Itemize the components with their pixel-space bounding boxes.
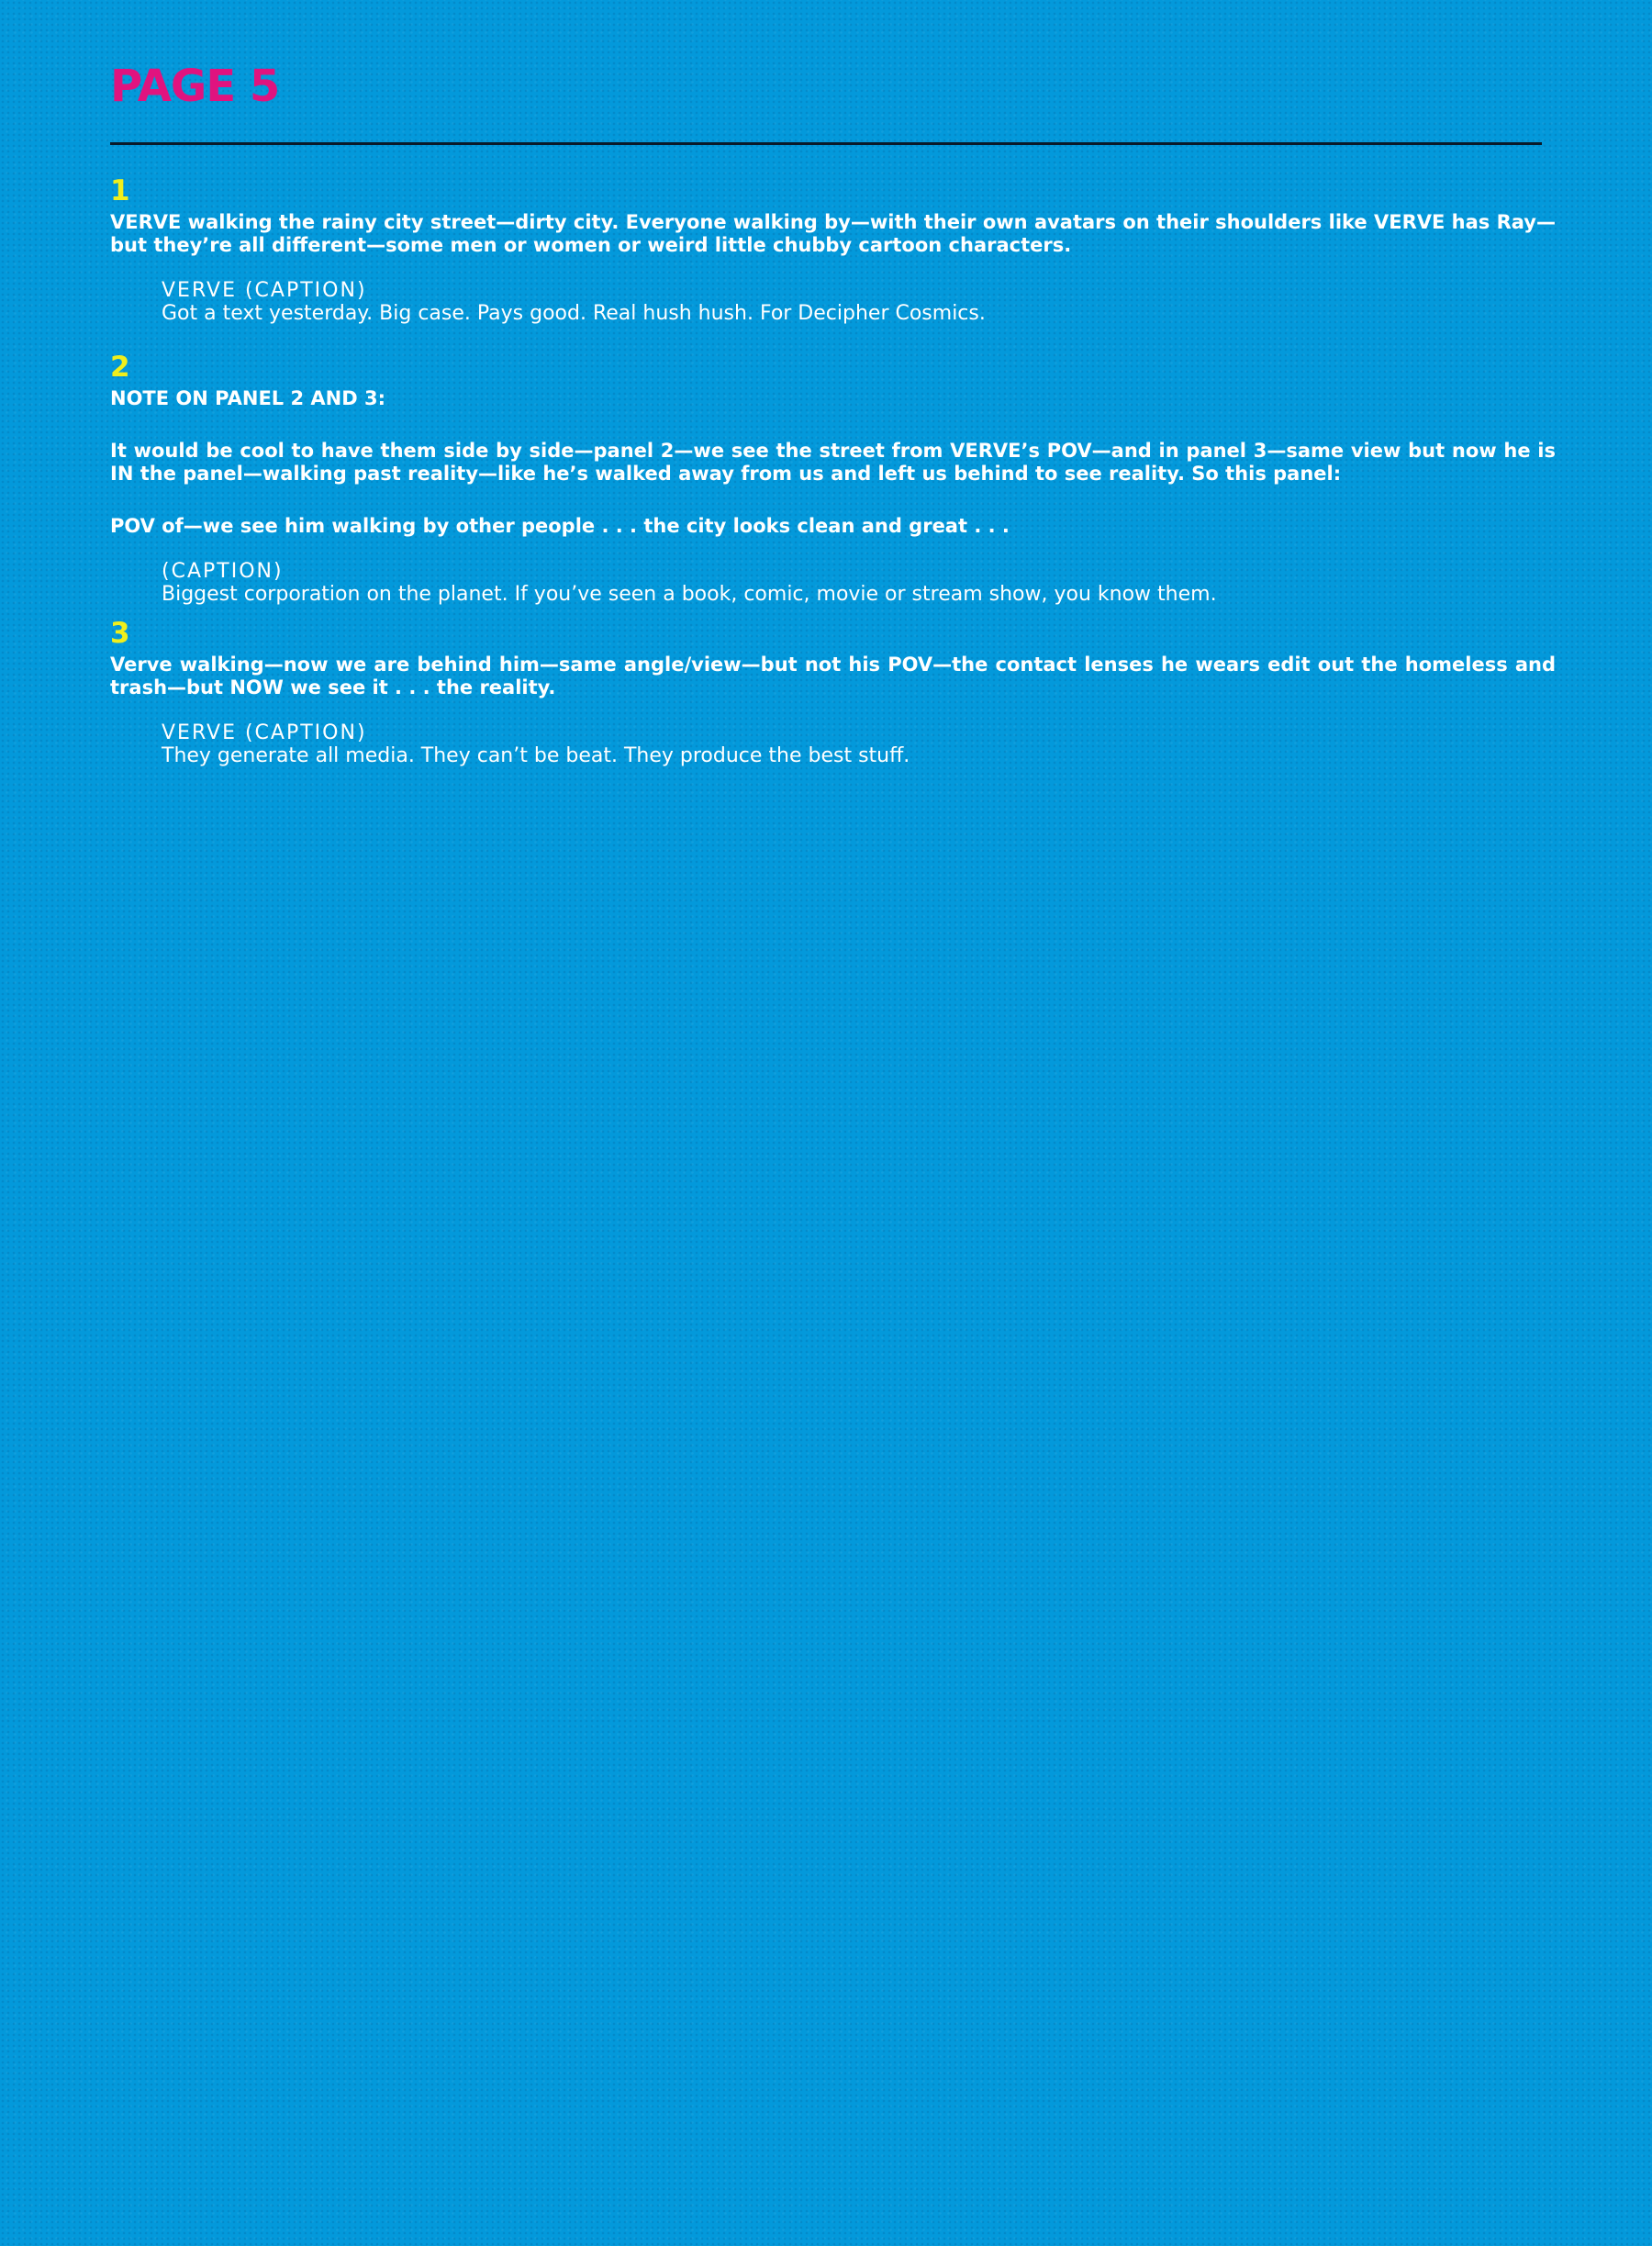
panel-description: Verve walking—now we are behind him—same angle/view—but not his POV—the contact lenses he wears edit out the homeless and trash—but NOW we see it . . . the reality. [110, 654, 1556, 698]
caption-speaker: (CAPTION) [162, 560, 284, 583]
panel-note-body: It would be cool to have them side by side—panel 2—we see the street from VERVE’s POV—and in panel 3—same view but now he is IN the panel—walking past reality—like he’s walked away from us and left us behind to see reality. So this panel: [110, 440, 1556, 485]
panel-3 [110, 615, 1556, 767]
panel-description: POV of—we see him walking by other people . . . the city looks clean and great . . . [110, 515, 1010, 537]
caption-block [162, 279, 1556, 325]
panel-number: 2 [110, 351, 130, 384]
caption-text: Got a text yesterday. Big case. Pays good. Real hush hush. For Decipher Cosmics. [162, 302, 986, 325]
caption-block [162, 560, 1556, 606]
caption-text: They generate all media. They can’t be beat. They produce the best stuff. [162, 744, 910, 767]
panel-number: 3 [110, 617, 130, 650]
panel-list [110, 173, 1556, 767]
page-title: PAGE 5 [110, 61, 280, 112]
panel-note-heading: NOTE ON PANEL 2 AND 3: [110, 387, 385, 409]
caption-text: Biggest corporation on the planet. If you’ve seen a book, comic, movie or stream show, you know them. [162, 583, 1217, 606]
panel-number: 1 [110, 174, 130, 207]
caption-speaker: VERVE (CAPTION) [162, 279, 367, 302]
panel-2 [110, 349, 1556, 606]
panel-1 [110, 173, 1556, 325]
caption-block [162, 721, 1556, 767]
panel-description: VERVE walking the rainy city street—dirty city. Everyone walking by—with their own avatars on their shoulders like VERVE has Ray—but they’re all different—some men or women or weird little chubby cartoon characters. [110, 211, 1556, 256]
caption-speaker: VERVE (CAPTION) [162, 721, 367, 744]
title-divider [110, 142, 1542, 145]
